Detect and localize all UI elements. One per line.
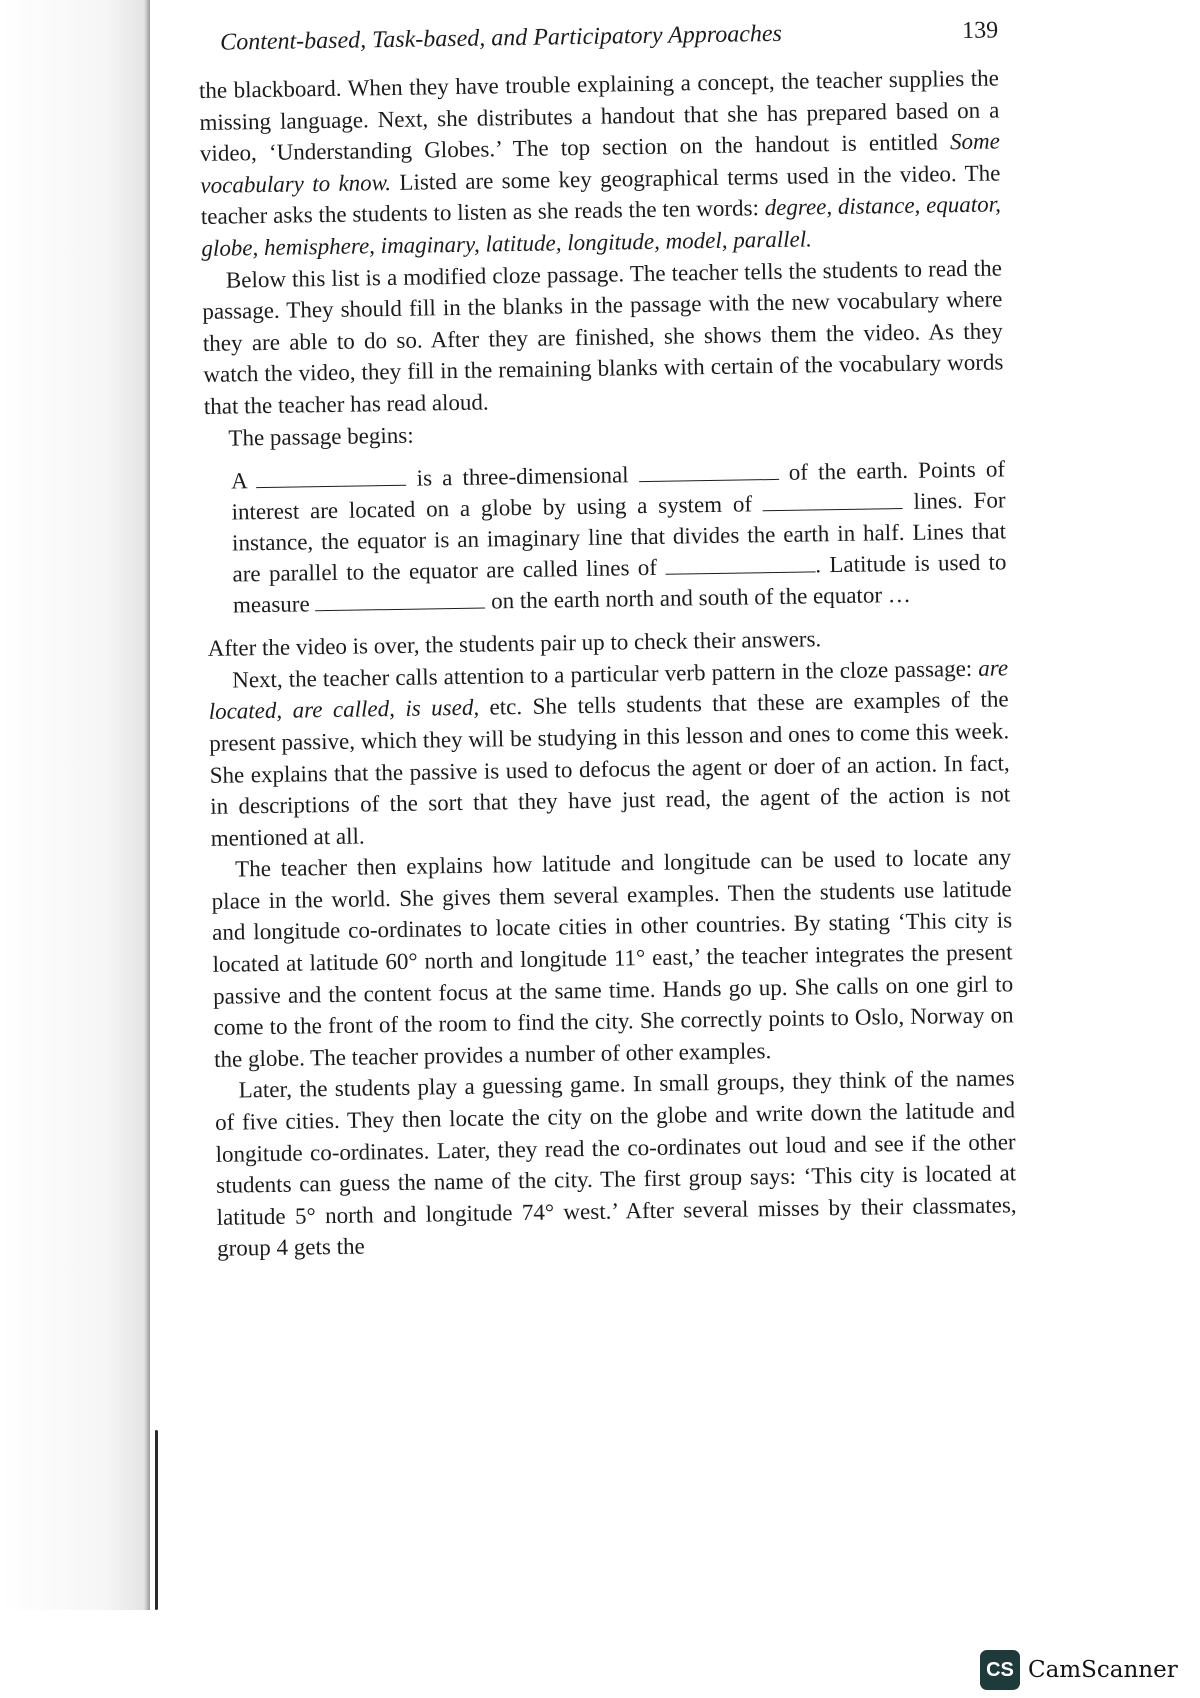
paragraph-guessing-game: Later, the students play a guessing game. In small groups, they think of the names of five cities. They then locate the city on the globe and write down the latitude and longitude co-ordinates. Later, they read the co-ordinates out loud and see if the other students can guess the name of the city. The first group says: ‘This city is located at latitude 5° north and longitude 74° west.’ After several misses by their classmates, group 4 gets the [214,1065,1017,1262]
paragraph-handout: the blackboard. When they have trouble explaining a concept, the teacher supplies the missing language. Next, she distributes a handout that she has prepared based on a video, ‘Understanding Globes.’ The top section on the handout is entitled Some vocabulary to know. Listed are some key geographical terms used in the video. The teacher asks the students to listen as she reads the ten words: degree, distance, equator, globe, hemisphere, imaginary, latitude, longitude, model, parallel. [198,65,1002,261]
book-page [198,17,1020,1429]
cloze-blank [665,553,815,574]
paragraph-passage-begins: The passage begins: [228,422,414,451]
page-number: 139 [961,17,999,44]
cloze-blank [256,467,406,488]
camscanner-logo-icon: CS [980,1650,1020,1690]
paragraph-latitude-longitude: The teacher then explains how latitude and longitude can be used to locate any place in the world. She gives them several examples. Then the students use latitude and longitude co-ordinates to locate cities in other countries. By stating ‘This city is located at latitude 60° north and longitude 11° east,’ the teacher integrates the present passive and the content focus at the same time. Hands go up. She calls on one girl to come to the front of the room to find the city. She correctly points to Oslo, Norway on the globe. The teacher provides a number of other examples. [211,844,1014,1072]
paragraph-present-passive: Next, the teacher calls attention to a particular verb pattern in the cloze passage: are located, are called, is used, etc. She tells students that these are examples of the present passive, which they will be studying in this lesson and ones to come this week. She explains that the passive is used to defocus the agent or doer of an action. In fact, in descriptions of the sort that they have just read, the agent of the action is not mentioned at all. [208,655,1011,851]
cloze-blank [315,590,485,612]
cloze-blank [763,490,903,511]
camscanner-watermark [980,1650,1178,1690]
running-header [220,17,998,56]
chapter-title: Content-based, Task-based, and Participatory Approaches [219,20,783,56]
book-spine-shadow [155,1430,158,1610]
cloze-blank [639,461,779,482]
paragraph-cloze-intro: Below this list is a modified cloze passage. The teacher tells the students to read the passage. They should fill in the blanks in the passage with the new vocabulary where they are able to do so. After they are finished, she shows them the video. As they watch the video, they fill in the remaining blanks with certain of the vocabulary words that the teacher has read aloud. [202,254,1004,419]
camscanner-label: CamScanner [1028,1657,1178,1683]
scan-page-edge [0,0,150,1610]
paragraph-check-answers: After the video is over, the students pair up to check their answers. [207,626,822,662]
cloze-passage-excerpt: A is a three-dimensional of the earth. Points of interest are located on a globe by using a system of lines. For instance, the equator is an imaginary line that divides the earth in half. Lines that are parallel to the equator are called lines of . Latitude is used to measure on the earth north and south of the equator … [230,456,1007,618]
